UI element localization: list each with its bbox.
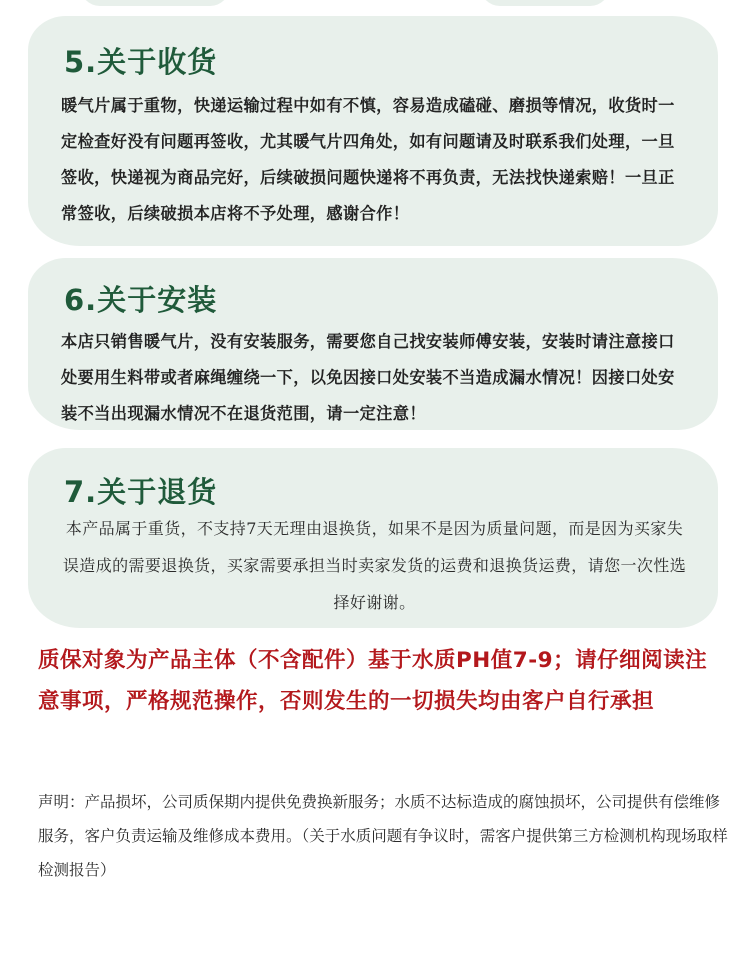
section-card-receiving: [28, 16, 718, 246]
section-body-returns: 本产品属于重货，不支持7天无理由退换货，如果不是因为质量问题，而是因为买家失误造成的需要退换货，买家需要承担当时卖家发货的运费和退换货运费，请您一次性选择好谢谢。: [62, 519, 687, 612]
top-edge-decoration-right: [480, 0, 610, 6]
section-body-installation: 本店只销售暖气片，没有安装服务，需要您自己找安装师傅安装，安装时请注意接口处要用生料带或者麻绳缠绕一下，以免因接口处安装不当造成漏水情况！因接口处安装不当出现漏水情况不在退货范围，请一定注意！: [61, 332, 675, 423]
section-title-returns: 7.关于退货: [64, 475, 218, 509]
section-card-installation: [28, 258, 718, 430]
section-title-receiving: 5.关于收货: [64, 45, 218, 79]
warranty-notice: 质保对象为产品主体（不含配件）基于水质PH值7-9；请仔细阅读注意事项，严格规范操作，否则发生的一切损失均由客户自行承担: [38, 648, 708, 714]
top-edge-decoration-left: [80, 0, 230, 6]
statement-text: 声明：产品损坏，公司质保期内提供免费换新服务；水质不达标造成的腐蚀损坏，公司提供有偿维修服务，客户负责运输及维修成本费用。（关于水质问题有争议时，需客户提供第三方检测机构现场取样检测报告）: [38, 793, 728, 879]
section-card-returns: [28, 448, 718, 628]
section-body-receiving: 暖气片属于重物，快递运输过程中如有不慎，容易造成磕碰、磨损等情况，收货时一定检查好没有问题再签收，尤其暖气片四角处，如有问题请及时联系我们处理，一旦签收，快递视为商品完好，后续破损问题快递将不再负责，无法找快递索赔！一旦正常签收，后续破损本店将不予处理，感谢合作！: [61, 96, 675, 223]
section-title-installation: 6.关于安装: [64, 283, 218, 317]
